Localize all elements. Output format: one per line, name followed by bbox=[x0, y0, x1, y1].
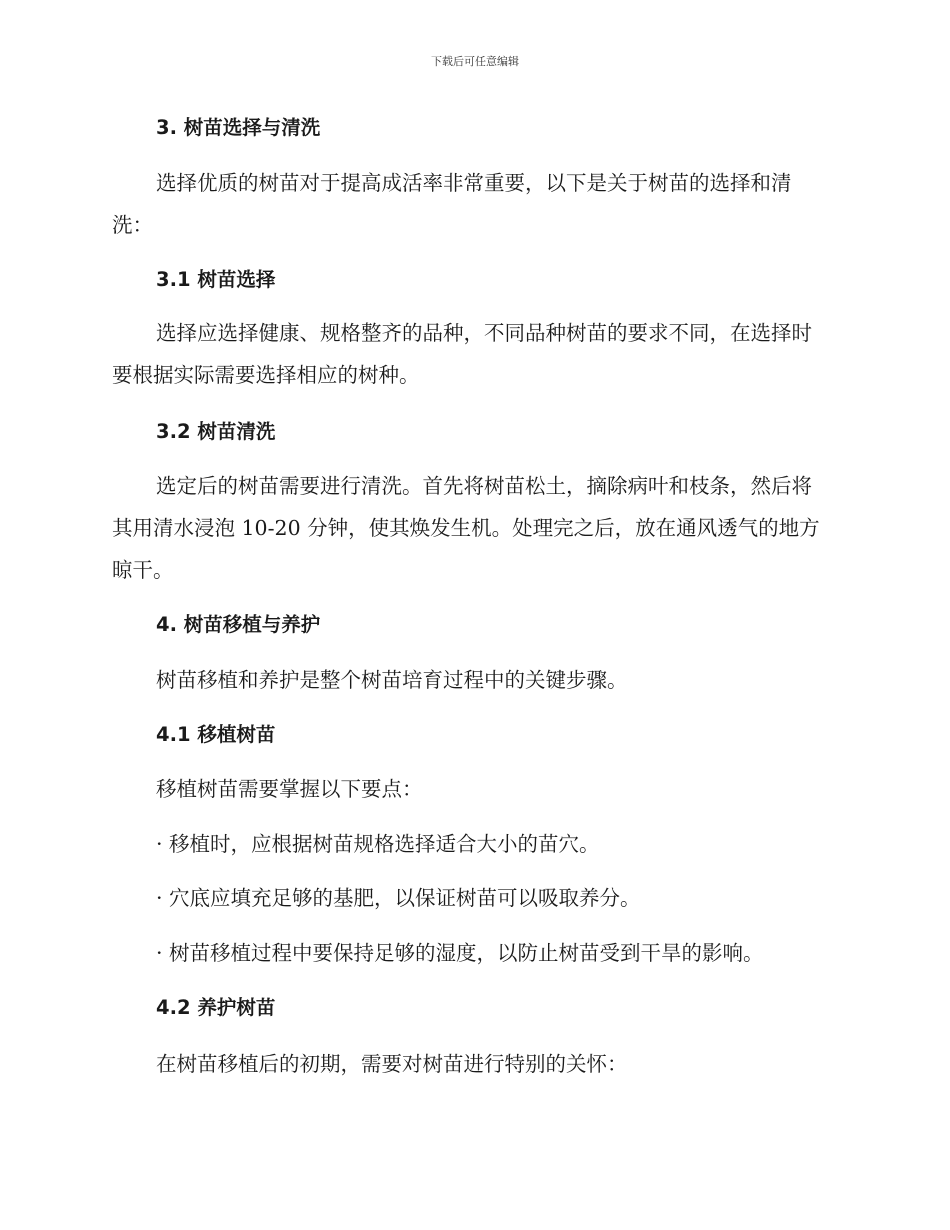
section-3-1-heading: 3.1 树苗选择 bbox=[156, 268, 276, 291]
bullet-item: · 移植时，应根据树苗规格选择适合大小的苗穴。 bbox=[156, 832, 600, 856]
page-header: 下载后可任意编辑 bbox=[431, 55, 519, 68]
section-4-intro: 树苗移植和养护是整个树苗培育过程中的关键步骤。 bbox=[156, 668, 628, 692]
section-3-1-text: 选择应选择健康、规格整齐的品种，不同品种树苗的要求不同，在选择时要根据实际需要选择相应的树种。 bbox=[112, 321, 812, 387]
section-4-2-heading: 4.2 养护树苗 bbox=[156, 996, 276, 1019]
section-4-1-intro: 移植树苗需要掌握以下要点： bbox=[156, 777, 423, 801]
section-4-1-heading: 4.1 移植树苗 bbox=[156, 723, 276, 746]
section-4-2-intro: 在树苗移植后的初期，需要对树苗进行特别的关怀： bbox=[156, 1052, 628, 1076]
section-3-2-text: 选定后的树苗需要进行清洗。首先将树苗松土，摘除病叶和枝条，然后将其用清水浸泡 10-20 分钟，使其焕发生机。处理完之后，放在通风透气的地方晾干。 bbox=[112, 474, 820, 582]
section-3-2-heading: 3.2 树苗清洗 bbox=[156, 420, 276, 443]
bullet-item: · 树苗移植过程中要保持足够的湿度，以防止树苗受到干旱的影响。 bbox=[156, 941, 764, 965]
bullet-item: · 穴底应填充足够的基肥，以保证树苗可以吸取养分。 bbox=[156, 886, 641, 910]
section-3-heading: 3. 树苗选择与清洗 bbox=[156, 116, 321, 139]
section-4-heading: 4. 树苗移植与养护 bbox=[156, 613, 321, 636]
section-3-intro: 选择优质的树苗对于提高成活率非常重要，以下是关于树苗的选择和清洗： bbox=[112, 171, 792, 237]
